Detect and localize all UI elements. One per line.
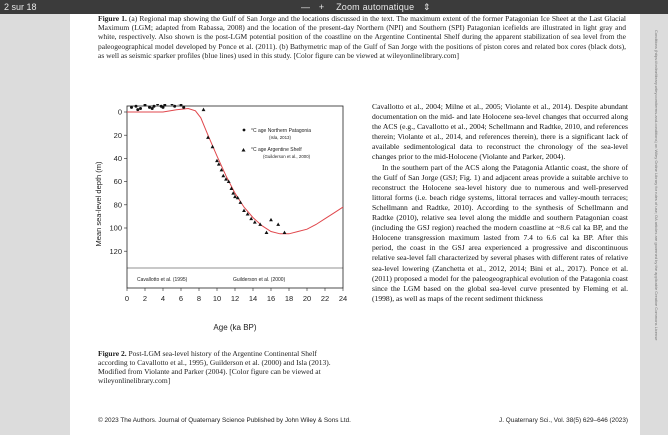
figure1-caption [98,14,626,60]
x-tick-label: 10 [212,294,222,303]
y-tick-label: 120 [109,246,122,256]
data-point-northern-patagonia [139,107,142,110]
x-tick-label: 12 [230,294,240,303]
data-point-northern-patagonia [173,105,176,108]
body-paragraph-1: Cavallotto et al., 2004; Milne et al., 2005; Violante et al., 2014). Despite abundant documentation on the mid- and late Holocene sea-level changes that occurred along the ACS (e.g., Cavallotto et al., 2004; Schellmann and Radtke, 2010, and references therein; Violante et al., 2014, and references therein), there is a significant lack of available sedimentological data to reconstruct the chronology of the sea-level changes prior to the mid-Holocene (Violante and Parker, 2004). [372,102,628,162]
data-point-northern-patagonia [136,108,139,111]
x-tick-label: 4 [160,294,166,303]
data-point-argentine-shelf [269,218,273,221]
data-point-northern-patagonia [171,104,174,105]
y-tick-label: 80 [113,200,122,210]
legend-sub-1: (Isla, 2013) [269,135,291,140]
legend-sub-2: (Guilderson et al., 2000) [263,154,311,159]
figure1-text: (a) Regional map showing the Gulf of San Jorge and the locations discussed in the text. The maximum extent of the former Patagonian Ice Sheet at the Last Glacial Maximum (LGM; adapted from Rabassa, 2008) and the location of the present-day Northern (NPI) and Southern (SPI) Patagonian icefields are illustrated in light gray and white, respectively. Also shown is the post-LGM potential position of the coastline on the Argentine Continental Shelf during the apparent stabilization of sea level from the paleogeographical model developed by Ponce et al. (2011). (b) Bathymetric map of the Gulf of San Jorge with the positions of piston cores and related box cores (black dots), as well as seismic sparker profiles (blue lines) used in this study. [Color figure can be viewed at wileyonlinelibrary.com] [98,14,626,60]
data-point-northern-patagonia [182,106,185,109]
x-tick-label: 14 [248,294,258,303]
data-point-northern-patagonia [156,104,159,105]
y-tick-label: 20 [113,130,122,140]
y-tick-label: 60 [113,177,122,187]
sidebar-license-note: Conditions (https://onlinelibrary.wiley.com/terms-and-conditions) on Wiley Online Library for rules of use; OA articles are governed by the applicable Creative Commons License [654,30,659,341]
data-point-argentine-shelf [276,223,280,226]
x-tick-label: 2 [142,294,148,303]
zoom-in-button[interactable]: + [318,2,325,12]
figure2-text: Post-LGM sea-level history of the Argentine Continental Shelf according to Cavallotto et al., 1995), Guilderson et al. (2000) and Isla (2013). Modified from Violante and Parker (2004). [Color figure can be viewed at wileyonlinelibrary.com] [98,349,331,385]
body-paragraph-2: In the southern part of the ACS along the Patagonia Atlantic coast, the shore of the Gulf of San Jorge (GSJ; Fig. 1) and adjacent areas provide a suitable archive to reconstruct the Holocene sea-level history due to numerous and well-preserved littoral forms (i.e. beach ridge systems, littoral terraces and valley-mouth terraces; Schellmann and Radtke, 2010). According to the synthesis of Schellmann and Radtke (2010), relative sea level along the middle and southern Patagonian coast (including the GSJ region) reached the modern coastline at ~8.6 cal ka BP, and the Holocene transgression maximum lasted from 7.4 to 6.6 cal ka BP. After this period, the coast in the GSJ area experienced a progressive and discontinuous relative sea-level fall characterized by several phases with different rates of relative sea-level lowering (Zanchetta et al., 2012, 2014; Bini et al., 2017). Ponce et al. (2011) proposed a model for the paleogeographical evolution of the Patagonia coast since the LGM based on the global sea-level curve presented by Fleming et al. (1998), as well as maps of the recent sediment thickness [372,162,628,303]
x-tick-label: 16 [266,294,276,303]
figure2-caption [98,349,346,385]
data-point-northern-patagonia [151,107,154,110]
data-point-argentine-shelf [265,231,269,234]
zoom-select[interactable] [333,2,434,12]
x-tick-label: 18 [284,294,294,303]
data-point-northern-patagonia [148,106,151,109]
bottom-label-cavallotto: Cavallotto et al. (1995) [137,277,188,283]
data-point-argentine-shelf [239,200,243,203]
bottom-label-guilderson: Guilderson et al. (2000) [233,277,286,283]
x-tick-label: 24 [338,294,347,303]
data-point-argentine-shelf [221,174,225,177]
figure2-label: Figure 2. [98,349,127,358]
data-point-argentine-shelf [283,231,287,234]
legend-label-1: °C age Northern Patagonia [251,128,312,134]
y-tick-label: 100 [109,223,122,233]
sea-level-chart [93,104,347,340]
zoom-controls [298,2,437,13]
legend-triangle-icon [242,148,246,152]
page-indicator[interactable]: 2 sur 18 [4,2,37,12]
zoom-caret-icon: ⇕ [423,2,431,12]
y-axis-label: Mean sea-level depth (m) [94,161,103,247]
x-tick-label: 20 [302,294,312,303]
data-point-northern-patagonia [130,106,133,109]
x-tick-label: 0 [124,294,130,303]
y-tick-label: 40 [113,154,122,163]
zoom-out-button[interactable]: — [301,2,311,12]
footer-citation: J. Quaternary Sci., Vol. 38(5) 629–646 (2023) [499,417,628,424]
x-axis-label: Age (ka BP) [213,323,257,332]
body-text [372,102,628,304]
data-point-northern-patagonia [162,106,165,109]
x-tick-label: 6 [178,294,184,303]
figure1-label: Figure 1. [98,14,127,23]
legend-label-2: °C age Argentine Shelf [251,147,302,153]
x-tick-label: 22 [320,294,330,303]
x-tick-label: 8 [196,294,202,303]
data-point-argentine-shelf [202,108,206,111]
data-point-northern-patagonia [135,105,138,108]
y-tick-label: 0 [117,107,122,117]
footer-copyright: © 2023 The Authors. Journal of Quaternary Science Published by John Wiley & Sons Ltd. [98,417,351,424]
pdf-toolbar [0,0,668,14]
legend [242,128,312,159]
page-footer [98,417,628,424]
data-point-argentine-shelf [211,145,215,148]
legend-dot-icon [243,129,246,132]
zoom-select-label: Zoom automatique [336,2,415,12]
document-page [70,14,640,435]
